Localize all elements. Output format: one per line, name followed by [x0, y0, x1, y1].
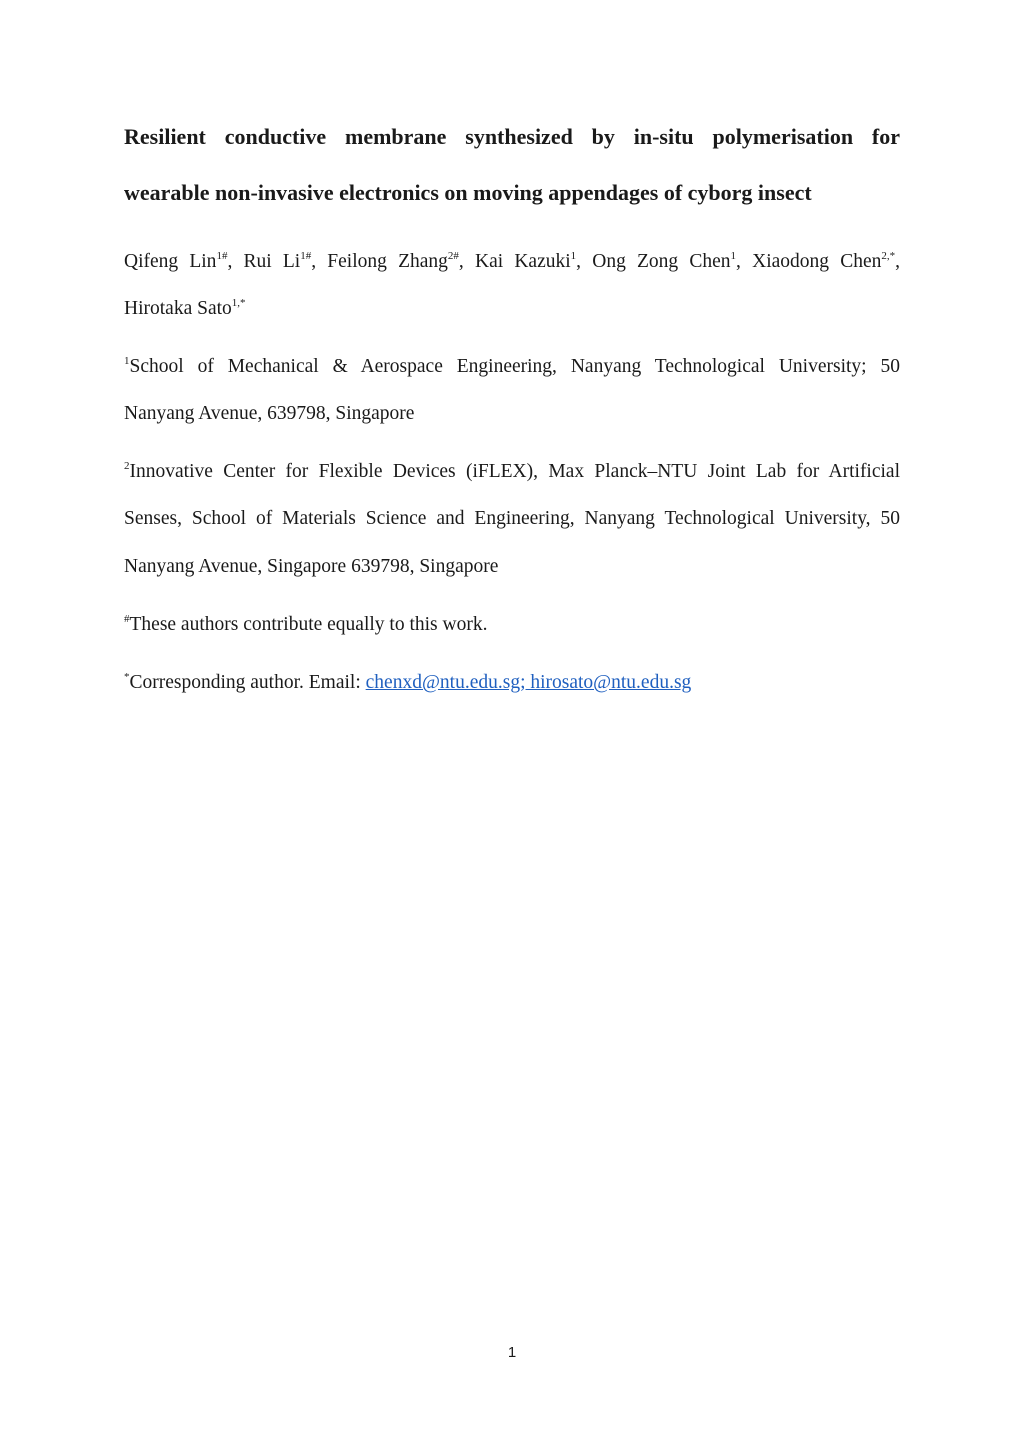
corresponding-marker: *	[124, 671, 130, 683]
author-affiliation-marker: 1,*	[231, 297, 246, 309]
affiliation-2-line-3: Nanyang Avenue, Singapore 639798, Singapore	[124, 556, 499, 577]
author-affiliation-marker: 2,*	[881, 250, 896, 262]
author-name: Xiaodong Chen	[752, 251, 882, 272]
affiliation-2-line-1: $^2$Innovative Center for Flexible Devices (iFLEX), Max Planck–NTU Joint Lab for Artificial	[124, 460, 900, 482]
equal-contribution-marker: #	[124, 613, 130, 625]
author-affiliation-marker: 1#	[216, 250, 228, 262]
author-affiliation-marker: 1	[570, 250, 577, 262]
author-affiliation-marker: 2#	[447, 250, 459, 262]
paper-page	[124, 0, 900, 1448]
affiliation-1-line-2: Nanyang Avenue, 639798, Singapore	[124, 403, 415, 424]
author-list-line-1: Qifeng Lin$^{1\#}$, Rui $Li^{1\#}$, Feilong Zhang$^{2\#}$, Kai Kazuki$^1$, Ong Zong Chen$^1$, Xiaodong Chen$^{2,*}$,	[124, 250, 901, 272]
affiliation-2-line-2: Senses, School of Materials Science and Engineering, Nanyang Technological University, 50	[124, 508, 900, 529]
author-list-line-2	[124, 297, 900, 323]
equal-contribution-note: #These authors contribute equally to this work.	[124, 613, 488, 635]
corresponding-author-note: *Corresponding author. Email: chenxd@ntu.edu.sg; hirosato@ntu.edu.sg	[124, 671, 692, 693]
author-name: Ong Zong Chen	[592, 251, 731, 272]
affiliation-marker: 2	[124, 460, 130, 472]
corresponding-email-link[interactable]: chenxd@ntu.edu.sg; hirosato@ntu.edu.sg	[365, 672, 692, 693]
author-name: Kai Kazuki	[474, 251, 571, 272]
author-name: Hirotaka Sato	[124, 298, 232, 319]
author-name: Feilong Zhang	[327, 251, 448, 272]
author-name: Rui Li	[243, 251, 301, 272]
affiliation-1-line-1: $^1$School of Mechanical & Aerospace Engineering, Nanyang Technological University; 50	[124, 355, 900, 377]
paper-title-line-1: Resilient conductive membrane synthesized by in-situ polymerisation for	[124, 124, 900, 149]
affiliation-marker: 1	[124, 355, 130, 367]
author-affiliation-marker: 1#	[300, 250, 312, 262]
page-number: 1	[507, 1344, 517, 1361]
author-name: Qifeng Lin	[124, 251, 217, 272]
paper-title-line-2: wearable non-invasive electronics on moving appendages of cyborg insect	[124, 180, 812, 205]
author-affiliation-marker: 1	[730, 250, 737, 262]
